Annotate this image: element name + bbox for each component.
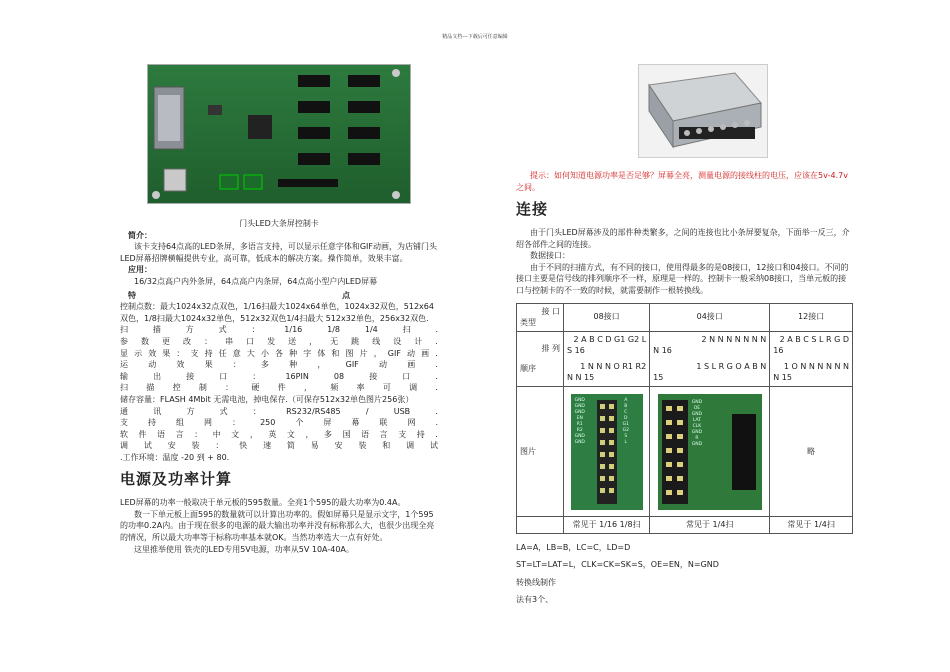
page-header: 精品文档---下载后可任意编辑 (442, 34, 508, 40)
spec-token: ， (303, 383, 312, 393)
spec-token: 式 (219, 406, 228, 416)
spec-token: 软 (120, 429, 128, 439)
pin-label: R1 (576, 421, 583, 427)
spec-token: 扫 (402, 325, 411, 335)
spec-token: ： (252, 371, 261, 381)
pin-label: LAT (692, 417, 701, 423)
pin-label: GND (574, 440, 585, 445)
spec-token: ， (309, 336, 318, 346)
spec-token: . (435, 348, 438, 358)
spec-token: 效 (148, 348, 157, 358)
spec-line (120, 348, 438, 360)
power-para-3: 这里推举使用 铁壳的LED专用5V电源，功率从5V 10A-40A。 (134, 544, 354, 554)
apply-text: 16/32点高户内外条屏，64点高户内条屏，64点高小型户内LED屏幕 (134, 276, 378, 286)
spec-token: 支 (398, 429, 407, 439)
power-para-2: 数一下单元板上面595的数量就可以计算出功率的。假如屏幕只是显示文字，1个595的功率0.2A内。由于现在很多的电源的最大输出功率并没有标称那么大，也很少出现全亮的情况，所以最大功率等于标称功率基本就OK。当然功率选大一点有好处。 (120, 509, 435, 542)
spec-token: 方 (185, 325, 194, 335)
spec-token: 英 (268, 429, 277, 439)
spec-token: 输 (120, 371, 128, 381)
spec-token: 扫 (120, 383, 128, 393)
image-04-cell (650, 387, 770, 517)
spec-token: 联 (379, 418, 388, 428)
feature-heading: 特 点 (128, 290, 351, 300)
spec-token: 示 (134, 348, 143, 358)
spec-token: 件 (138, 429, 147, 439)
spec-token: 讯 (153, 406, 162, 416)
spec-token: 线 (372, 336, 381, 346)
spec-token: 种 (289, 348, 298, 358)
spec-token: 文 (231, 429, 240, 439)
spec-token: ： (232, 360, 241, 370)
spec-token: 更 (162, 336, 171, 346)
table-footer-row (517, 517, 853, 534)
spec-token: ： (176, 348, 185, 358)
spec-token: 持 (148, 418, 157, 428)
spec-line (120, 406, 438, 418)
spec-token: 安 (334, 441, 343, 451)
spec-token: ， (373, 348, 382, 358)
spec-token: 式 (218, 325, 227, 335)
spec-token: 片 (359, 348, 368, 358)
pin-label: A (624, 397, 628, 403)
spec-token: 硬 (251, 383, 260, 393)
spec-token: . (435, 406, 438, 416)
controller-card-photo (147, 64, 411, 204)
spec-token: 个 (295, 418, 304, 428)
power-supply-photo (638, 64, 768, 158)
pin-label: CLK (692, 423, 702, 429)
spec-control-points: 控制点数：最大1024x32点双色，1/16扫最大1024x64单色，1024x32双色，512x64双色，1/8扫最大1024x32单色，512x32双色1/4扫最大 512x32单色，256x32双色. (120, 302, 434, 323)
apply-heading: 应用： (128, 265, 152, 275)
spec-token: 可 (382, 383, 391, 393)
spec-token: . (435, 383, 438, 393)
spec-token: 和 (331, 348, 340, 358)
pin-label: GND (574, 409, 585, 415)
spec-token: 安 (167, 441, 176, 451)
image-08-cell (564, 387, 650, 517)
spec-token: 中 (212, 429, 221, 439)
right-column (516, 64, 853, 606)
spec-token: 言 (175, 429, 184, 439)
spec-token: 串 (225, 336, 234, 346)
methods-line: 法有3个、 (516, 595, 554, 605)
photo-caption: 门头LED大条屏控制卡 (239, 219, 319, 228)
order-04-cell (650, 331, 770, 386)
pin-label: EN (576, 415, 583, 421)
spec-token: 组 (176, 418, 185, 428)
spec-token: 显 (120, 348, 128, 358)
order-04-line-3: 1 S L R G O A B N (696, 361, 767, 371)
order-12-line-1: 2 A B C S L R G D (779, 334, 849, 344)
corner-bottom-label: 类型 (520, 318, 536, 328)
order-08-line-1: 2 A B C D G1 G2 L (573, 334, 647, 344)
pin-label: C (624, 409, 628, 415)
power-para-1: LED屏幕的功率一般取决于单元板的595数量。全亮1个595的最大功率为0.4A。 (120, 498, 406, 508)
intro-text: 该卡支持64点高的LED条屏，多语言支持，可以显示任意字体和GIF动画，为店铺门头LED屏幕招牌横幅提供专业，高可靠，低成本的解决方案。操作简单，效果丰富。 (120, 242, 438, 263)
spec-token: 参 (120, 336, 128, 346)
spec-token: 1/8 (327, 325, 340, 335)
order-08-line-4: N N 15 (567, 373, 595, 383)
spec-token: ： (225, 383, 234, 393)
spec-token: 1/16 (284, 325, 303, 335)
spec-line (120, 429, 438, 441)
order-08-line-2: S 16 (567, 346, 585, 356)
pin-label: G1 (622, 421, 629, 427)
spec-token: ， (317, 360, 326, 370)
spec-token: 快 (239, 441, 248, 451)
spec-token: 08 (333, 371, 345, 381)
order-04-line-4: 15 (653, 373, 664, 383)
spec-token: 频 (330, 383, 339, 393)
spec-storage: 储存容量：FLASH 4Mbit 无需电池，掉电保存.（可保存512x32单色图片256张） (120, 394, 414, 404)
mapping-line-1: LA=A，LB=B，LC=C，LD=D (516, 542, 631, 552)
spec-token: . (435, 371, 438, 381)
pin-label: G2 (622, 427, 629, 433)
spec-token: 果 (162, 348, 171, 358)
spec-token: RS232/RS485 (286, 406, 341, 416)
spec-token: . (435, 325, 438, 335)
hint-text: 提示：如何知道电源功率是否足够？屏幕全亮，测量电源的接线柱的电压，应该在5v-4.7v之间。 (516, 171, 848, 192)
spec-token: 250 (260, 418, 276, 428)
spec-token: 果 (204, 360, 213, 370)
spec-token: 幕 (351, 418, 360, 428)
power-heading: 电源及功率计算 (120, 470, 233, 489)
spec-token: 网 (204, 418, 213, 428)
spec-token: 件 (277, 383, 286, 393)
connector-04-pin-labels (692, 400, 702, 449)
connect-para-2: 由于不同的扫描方式，有不同的接口，使用得最多的是08接口，12接口和04接口。不同的接口主要是信号线的排列顺序不一样，原理是一样的。控制卡一般采纳08接口，当单元板的接口与控制卡的不一致的时候，就需要制作一根转换线。 (516, 262, 849, 295)
spec-token: 意 (232, 348, 241, 358)
image-12-cell: 略 (770, 387, 853, 517)
spec-token: 试 (143, 441, 152, 451)
pin-label: R (695, 435, 699, 441)
spec-token: 文 (286, 429, 295, 439)
spec-token: 支 (120, 418, 128, 428)
spec-token: . (435, 429, 438, 439)
spec-token: 画 (421, 348, 430, 358)
pin-label: B (624, 403, 628, 409)
spec-token: 数 (141, 336, 150, 346)
spec-token: 持 (204, 348, 213, 358)
spec-token: / (365, 406, 369, 416)
spec-token: 口 (402, 371, 411, 381)
spec-token: 支 (190, 348, 199, 358)
spec-token: 效 (176, 360, 185, 370)
spec-token: 调 (409, 383, 418, 393)
spec-line (120, 336, 438, 348)
spec-token: 无 (330, 336, 339, 346)
spec-token: ： (251, 325, 260, 335)
image-label-cell: 图片 (517, 387, 564, 517)
intro-heading: 简介： (128, 230, 152, 240)
corner-top-label: 接 口 (541, 306, 560, 316)
footer-04: 常见于 1/4扫 (650, 517, 770, 534)
spec-token: ， (305, 429, 314, 439)
spec-token: 动 (379, 360, 387, 370)
order-08-cell (564, 331, 650, 386)
order-mid-label: 排 列 (541, 344, 560, 354)
spec-token: 描 (152, 325, 161, 335)
spec-token: 画 (407, 360, 416, 370)
spec-token: 1/4 (364, 325, 378, 335)
spec-line (120, 371, 438, 383)
order-label: 顺序 (520, 363, 536, 373)
spec-token: 种 (289, 360, 298, 370)
spec-token: ： (204, 336, 213, 346)
spec-token: 制 (198, 383, 207, 393)
power-supply-illustration (639, 65, 767, 157)
spec-token: 动 (148, 360, 157, 370)
spec-token: 扫 (120, 325, 128, 335)
spec-token: 试 (429, 441, 438, 451)
interface-table (516, 303, 853, 534)
spec-token: 多 (324, 429, 333, 439)
table-header-row (517, 303, 853, 331)
spec-token: 大 (246, 348, 255, 358)
pin-label: GND (691, 411, 703, 417)
spec-token: 语 (157, 429, 166, 439)
spec-token: ： (252, 406, 261, 416)
spec-token: 装 (358, 441, 367, 451)
spec-token: 接 (186, 371, 195, 381)
spec-list-b (120, 406, 438, 452)
spec-token: 体 (317, 348, 326, 358)
connector-08-photo (571, 394, 643, 510)
spec-token: 通 (120, 406, 128, 416)
pin-label: GND (691, 442, 703, 447)
spec-token: 发 (267, 336, 276, 346)
spec-token: 改 (183, 336, 192, 346)
connect-heading: 连接 (516, 200, 549, 219)
pin-label: GND (574, 397, 585, 403)
spec-token: 接 (369, 371, 378, 381)
spec-token: 跳 (351, 336, 360, 346)
order-12-cell (770, 331, 853, 386)
spec-token: 描 (146, 383, 155, 393)
order-label-cell (517, 331, 564, 386)
controller-board-illustration (148, 65, 410, 203)
spec-token: 计 (414, 336, 423, 346)
spec-line (120, 324, 438, 336)
spec-token: 网 (407, 418, 416, 428)
spec-token: 易 (310, 441, 319, 451)
spec-token: 多 (261, 360, 270, 370)
pin-label: GND (574, 403, 585, 409)
footer-12: 常见于 1/4扫 (770, 517, 853, 534)
spec-list-a (120, 324, 438, 394)
order-04-line-2: N 16 (653, 346, 672, 356)
spec-token: 小 (260, 348, 269, 358)
spec-token: 调 (406, 441, 415, 451)
spec-line (120, 359, 438, 371)
pin-label: GND (574, 433, 585, 439)
spec-line (120, 417, 438, 429)
footer-08: 常见于 1/16 1/8扫 (564, 517, 650, 534)
spec-token: 率 (356, 383, 365, 393)
pin-label: D (624, 415, 628, 421)
connector-04-photo (658, 394, 762, 510)
spec-token: 出 (153, 371, 162, 381)
pin-label: S (624, 433, 628, 439)
footer-empty-cell (517, 517, 564, 534)
spec-token: 设 (393, 336, 402, 346)
order-04-line-1: 2 N N N N N N N (701, 334, 767, 344)
spec-token: ： (194, 429, 203, 439)
header-04: 04接口 (650, 303, 770, 331)
order-08-line-3: 1 N N N O R1 R2 (580, 361, 647, 371)
spec-token: 言 (379, 429, 388, 439)
pin-label: GND (691, 399, 703, 405)
spec-token: USB (393, 406, 411, 416)
connector-04-pins (658, 394, 762, 510)
header-08: 08接口 (564, 303, 650, 331)
spec-token: 控 (172, 383, 181, 393)
spec-token: GIF (387, 348, 401, 358)
spec-token: 图 (345, 348, 354, 358)
spec-token: 送 (288, 336, 297, 346)
convert-line: 转换线制作 (516, 577, 556, 587)
data-interface-label: 数据接口： (530, 251, 570, 261)
spec-token: 16PIN (285, 371, 309, 381)
order-12-line-4: N 15 (773, 373, 792, 383)
header-12: 12接口 (770, 303, 853, 331)
table-corner-cell (517, 303, 564, 331)
left-column (120, 64, 438, 555)
spec-token: 语 (361, 429, 370, 439)
spec-token: . (435, 360, 438, 370)
pin-label: OE (693, 405, 701, 411)
table-order-row (517, 331, 853, 386)
spec-token: 国 (342, 429, 351, 439)
connector-08-pins (571, 394, 643, 510)
spec-token: . (435, 336, 438, 346)
spec-token: 字 (303, 348, 312, 358)
mapping-line-2: ST=LT=LAT=L，CLK=CK=SK=S，OE=EN，N=GND (516, 560, 719, 570)
spec-token: 和 (382, 441, 391, 451)
spec-token: 持 (416, 429, 425, 439)
spec-token: 任 (218, 348, 227, 358)
spec-line (120, 382, 438, 394)
connect-para-1: 由于门头LED屏幕涉及的部件种类繁多，之间的连接也比小条屏要复杂，下面举一反三，介绍各部件之间的连接。 (516, 227, 850, 249)
spec-token: 运 (120, 360, 128, 370)
spec-environment: .工作环境：温度 -20 到 + 80. (120, 452, 230, 462)
pin-label: R2 (576, 427, 583, 433)
spec-line (120, 440, 438, 452)
order-12-line-2: 16 (773, 346, 784, 356)
spec-token: 口 (219, 371, 228, 381)
spec-token: 简 (286, 441, 295, 451)
spec-token: . (435, 418, 438, 428)
spec-token: GIF (345, 360, 359, 370)
table-image-row (517, 387, 853, 517)
pin-label: GND (691, 429, 703, 435)
spec-token: ， (249, 429, 258, 439)
spec-token: ： (215, 441, 224, 451)
spec-token: 调 (120, 441, 128, 451)
spec-token: 动 (407, 348, 416, 358)
spec-token: ： (232, 418, 241, 428)
pin-label: L (624, 440, 628, 445)
order-12-line-3: 1 O N N N N N N (783, 361, 849, 371)
spec-token: 装 (191, 441, 200, 451)
spec-token: 速 (263, 441, 272, 451)
spec-token: 各 (275, 348, 284, 358)
spec-token: 屏 (323, 418, 332, 428)
spec-token: 口 (246, 336, 255, 346)
spec-token: 方 (186, 406, 195, 416)
